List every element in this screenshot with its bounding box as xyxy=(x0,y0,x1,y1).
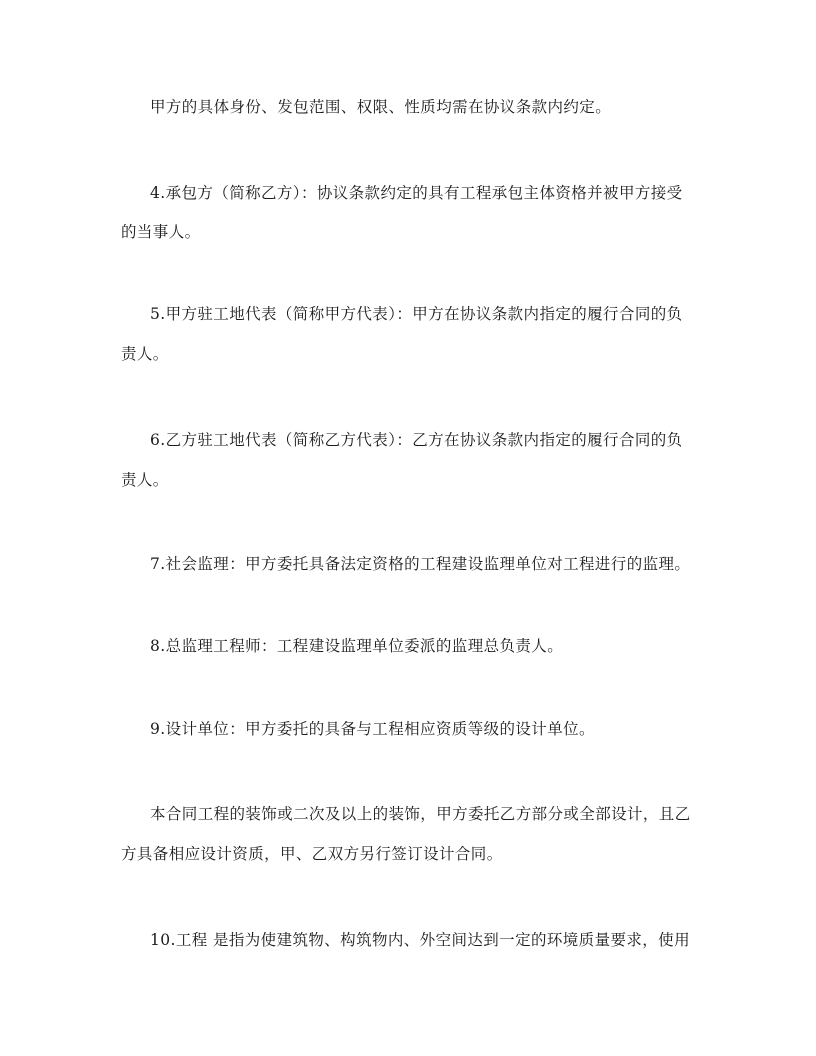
paragraph-line: 5.甲方驻工地代表（简称甲方代表）：甲方在协议条款内指定的履行合同的负 xyxy=(150,305,683,323)
paragraph-line: 4.承包方（简称乙方）：协议条款约定的具有工程承包主体资格并被甲方接受 xyxy=(150,184,683,202)
paragraph-line: 9.设计单位：甲方委托的具备与工程相应资质等级的设计单位。 xyxy=(150,720,595,738)
paragraph-line: 6.乙方驻工地代表（简称乙方代表）：乙方在协议条款内指定的履行合同的负 xyxy=(150,431,683,449)
paragraph-line: 甲方的具体身份、发包范围、权限、性质均需在协议条款内约定。 xyxy=(150,98,612,116)
paragraph-line: 责人。 xyxy=(121,471,169,489)
paragraph-line: 的当事人。 xyxy=(121,223,201,241)
paragraph-line: 10.工程 是指为使建筑物、构筑物内、外空间达到一定的环境质量要求，使用 xyxy=(150,931,690,949)
paragraph-line: 方具备相应设计资质，甲、乙双方另行签订设计合同。 xyxy=(121,845,503,863)
paragraph-line: 8.总监理工程师：工程建设监理单位委派的监理总负责人。 xyxy=(150,637,564,655)
paragraph-line: 7.社会监理：甲方委托具备法定资格的工程建设监理单位对工程进行的监理。 xyxy=(150,555,691,573)
paragraph-line: 责人。 xyxy=(121,345,169,363)
paragraph-line: 本合同工程的装饰或二次及以上的装饰，甲方委托乙方部分或全部设计，且乙 xyxy=(150,805,691,823)
